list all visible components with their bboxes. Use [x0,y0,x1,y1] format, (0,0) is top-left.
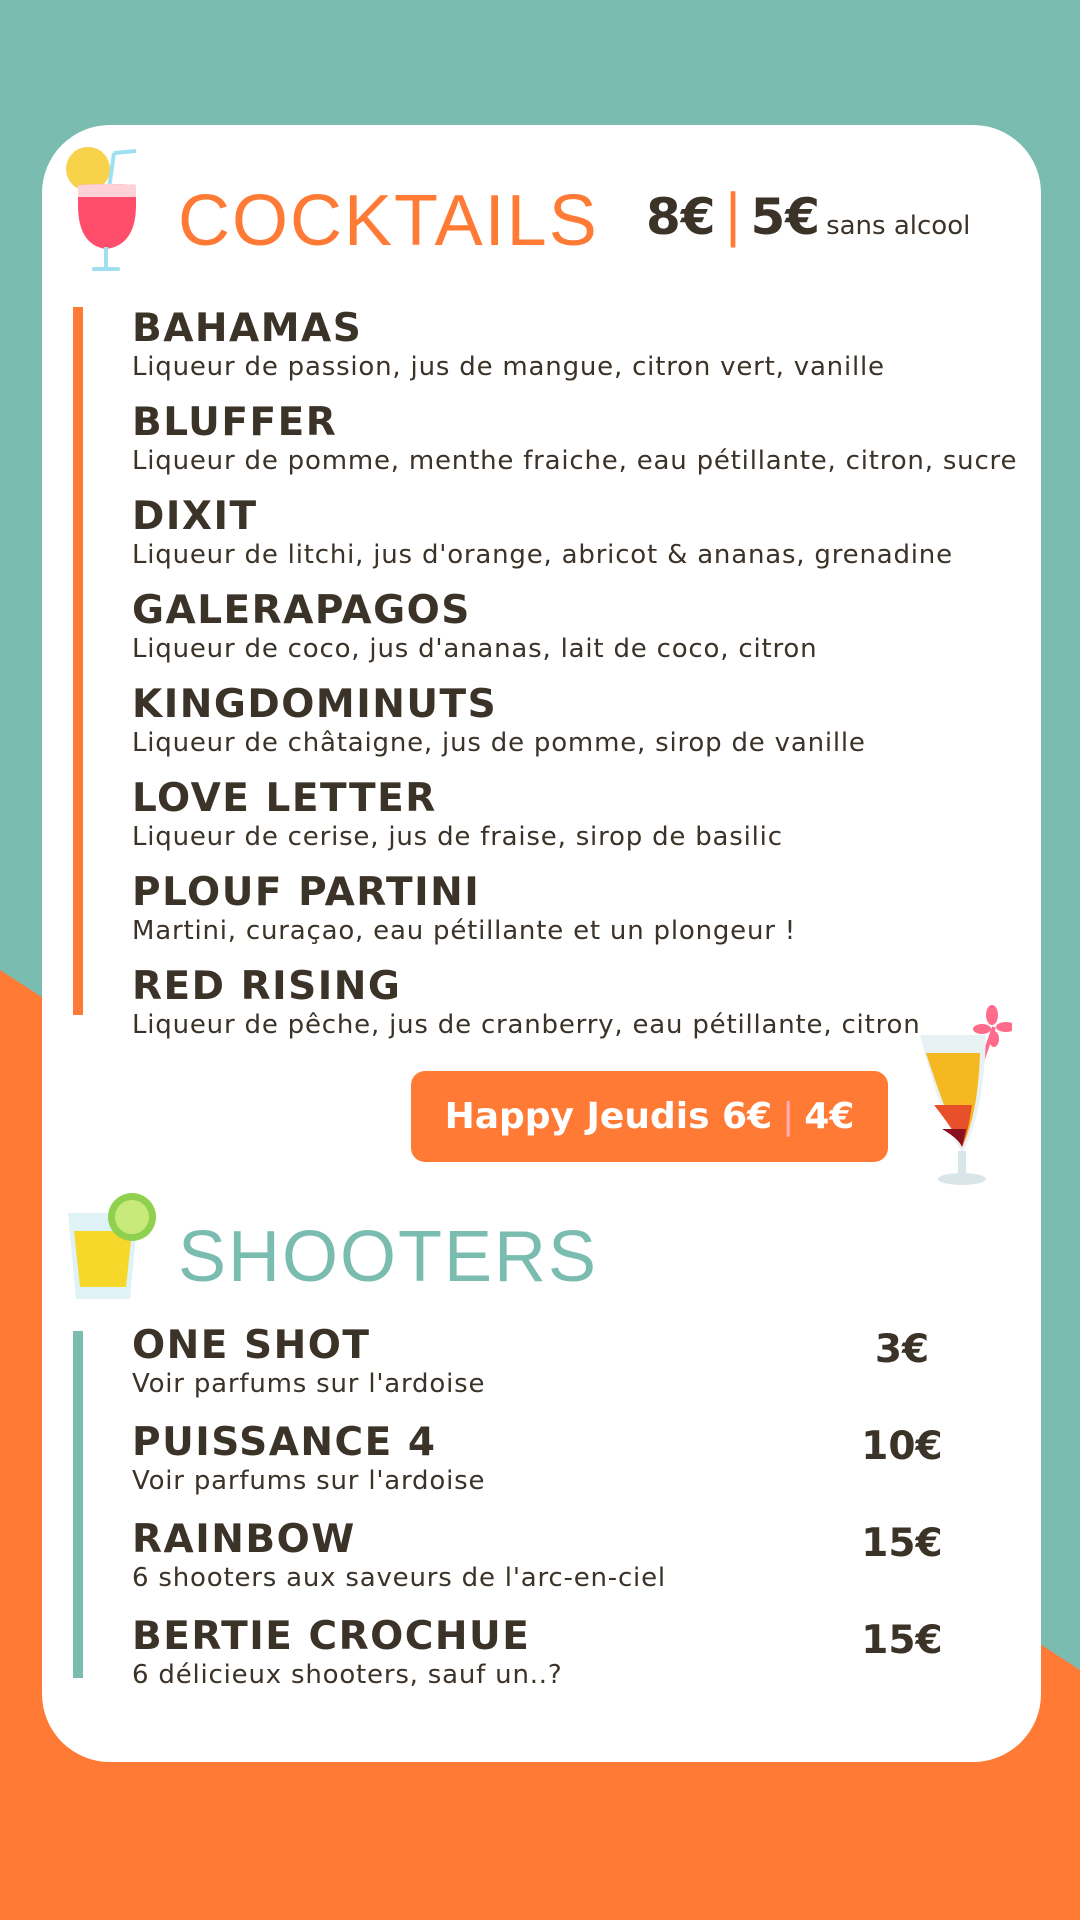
cocktail-price: 8€ [646,188,716,246]
item-desc: 6 shooters aux saveurs de l'arc-en-ciel [132,1563,666,1593]
item-desc: Liqueur de coco, jus d'ananas, lait de coco, citron [132,634,818,664]
list-item [132,494,1017,587]
item-desc: Liqueur de cerise, jus de fraise, sirop de basilic [132,822,783,852]
item-name: PLOUF PARTINI [132,870,481,915]
shooters-title: SHOOTERS [178,1217,599,1297]
list-item [132,400,1018,493]
cocktail-price-alt: 5€ [750,188,821,246]
item-price: 15€ [861,1618,943,1663]
item-desc: Liqueur de châtaigne, jus de pomme, sirop de vanille [132,728,866,758]
item-desc: Martini, curaçao, eau pétillante et un plongeur ! [132,916,797,946]
item-desc: Liqueur de pêche, jus de cranberry, eau pétillante, citron [132,1010,921,1040]
cocktail-glass-icon [64,145,144,275]
item-desc: Liqueur de litchi, jus d'orange, abricot & ananas, grenadine [132,540,953,570]
list-item [132,306,1017,399]
item-name: LOVE LETTER [132,776,437,821]
happy-jeudis-badge [411,1071,888,1162]
happy-price-alt: 4€ [804,1096,855,1137]
item-name: RED RISING [132,964,402,1009]
happy-label: Happy Jeudis 6€ [444,1096,773,1137]
item-price: 3€ [874,1327,930,1372]
item-name: RAINBOW [132,1517,356,1562]
item-price: 10€ [861,1424,943,1469]
list-item [132,682,1017,775]
list-item [132,1517,972,1613]
happy-separator: | [782,1096,795,1137]
cocktail-list [132,305,1017,1057]
item-name: DIXIT [132,494,258,539]
cocktails-accent-bar [73,307,83,1015]
shot-glass-icon [66,1193,161,1303]
cocktails-title: COCKTAILS [178,181,599,261]
item-desc: Liqueur de passion, jus de mangue, citron vert, vanille [132,352,885,382]
list-item [132,1420,972,1516]
cocktail-price-header [646,183,971,248]
list-item [132,588,1017,681]
item-desc: Liqueur de pomme, menthe fraiche, eau pétillante, citron, sucre [132,446,1018,476]
list-item [132,776,1017,869]
list-item [132,870,1017,963]
tequila-sunrise-icon [912,1005,1012,1190]
item-name: GALERAPAGOS [132,588,471,633]
item-name: BLUFFER [132,400,338,445]
item-desc: Voir parfums sur l'ardoise [132,1466,486,1496]
item-name: BERTIE CROCHUE [132,1614,531,1659]
item-price: 15€ [861,1521,943,1566]
item-name: BAHAMAS [132,306,363,351]
item-desc: Voir parfums sur l'ardoise [132,1369,486,1399]
item-name: KINGDOMINUTS [132,682,498,727]
shooters-accent-bar [73,1331,83,1678]
shooter-list [132,1322,972,1710]
list-item [132,1614,972,1710]
sans-alcool-note: sans alcool [826,211,971,241]
item-name: PUISSANCE 4 [132,1420,437,1465]
list-item [132,1323,972,1419]
price-separator: | [723,183,743,248]
item-name: ONE SHOT [132,1323,371,1368]
list-item [132,964,1017,1057]
item-desc: 6 délicieux shooters, sauf un..? [132,1660,563,1690]
